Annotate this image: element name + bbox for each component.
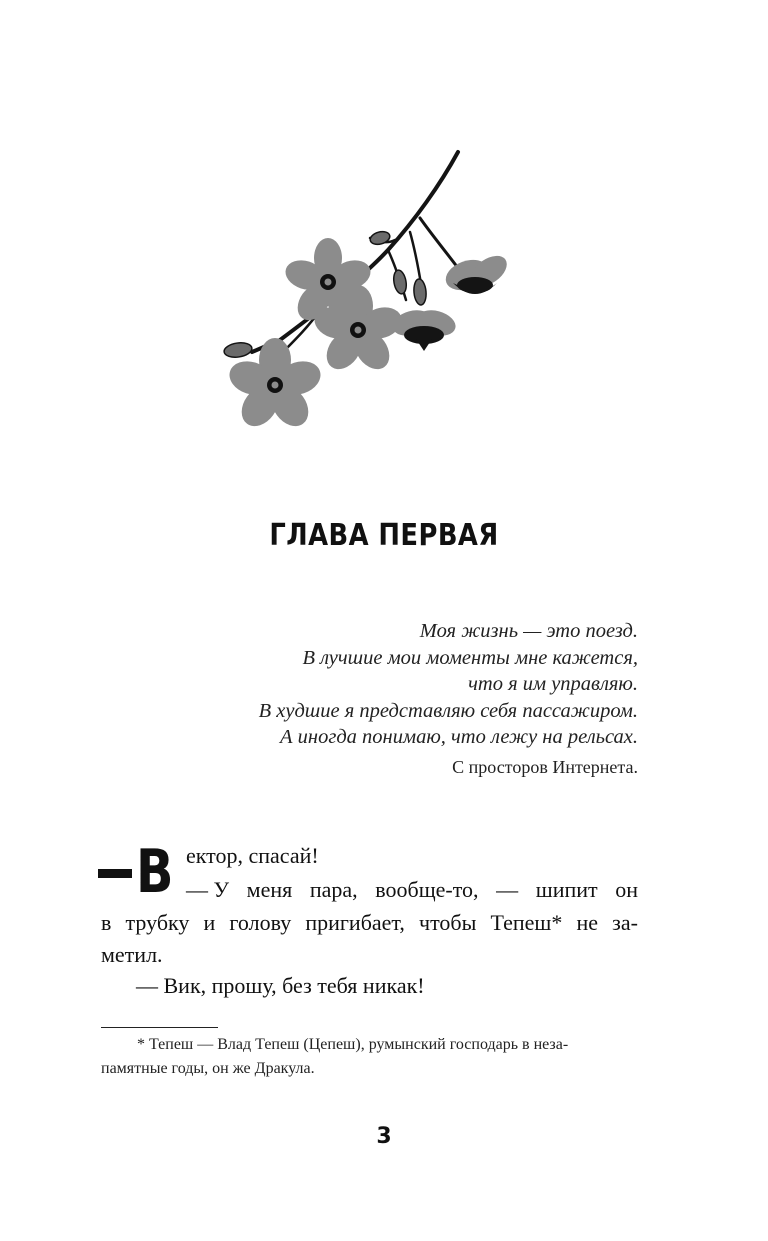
- footnote-divider: [101, 1027, 218, 1028]
- chapter-title: ГЛАВА ПЕРВАЯ: [269, 518, 499, 553]
- body-line: ектор, спасай!: [186, 843, 319, 868]
- footnote: [101, 1033, 638, 1081]
- word: вообще-то,: [375, 877, 479, 902]
- flower-5: [390, 306, 459, 351]
- word: пара,: [309, 877, 358, 902]
- epigraph-line: В худшие я представляю себя пассажиром.: [258, 699, 638, 722]
- word: и: [203, 910, 216, 935]
- epigraph-source: С просторов Интернета.: [452, 757, 638, 777]
- word: меня: [246, 877, 293, 902]
- epigraph-line: что я им управляю.: [468, 673, 638, 695]
- epigraph-line: В лучшие мои моменты мне кажется,: [302, 646, 638, 669]
- word: пригибает,: [305, 910, 405, 935]
- body-line-justified: [186, 877, 638, 903]
- word: в: [101, 910, 112, 935]
- cherry-blossom-illustration: [210, 140, 520, 450]
- body-line: метил.: [101, 942, 163, 967]
- word: не: [576, 910, 599, 935]
- epigraph: [259, 618, 638, 751]
- body-line: — Вик, прошу, без тебя никак!: [136, 973, 425, 998]
- dropcap-letter: В: [136, 837, 174, 907]
- epigraph-line: Моя жизнь — это поезд.: [419, 620, 638, 642]
- footnote-line: памятные годы, он же Дракула.: [101, 1060, 315, 1077]
- cherry-blossom-branch-icon: [210, 140, 520, 450]
- word: — У: [186, 877, 230, 902]
- word: шипит: [535, 877, 598, 902]
- body-line-justified: [101, 910, 638, 936]
- word: он: [615, 877, 638, 902]
- word: —: [496, 877, 519, 902]
- word: за-: [612, 910, 638, 935]
- word: Тепеш*: [490, 910, 563, 935]
- word: трубку: [125, 910, 190, 935]
- epigraph-line: А иногда понимаю, что лежу на рельсах.: [280, 726, 638, 748]
- flower-4: [442, 250, 513, 296]
- word: голову: [229, 910, 292, 935]
- dropcap-dash: [98, 869, 132, 878]
- page-number: 3: [376, 1124, 392, 1149]
- word: чтобы: [419, 910, 477, 935]
- footnote-line: * Тепеш — Влад Тепеш (Цепеш), румынский господарь в неза-: [137, 1036, 569, 1053]
